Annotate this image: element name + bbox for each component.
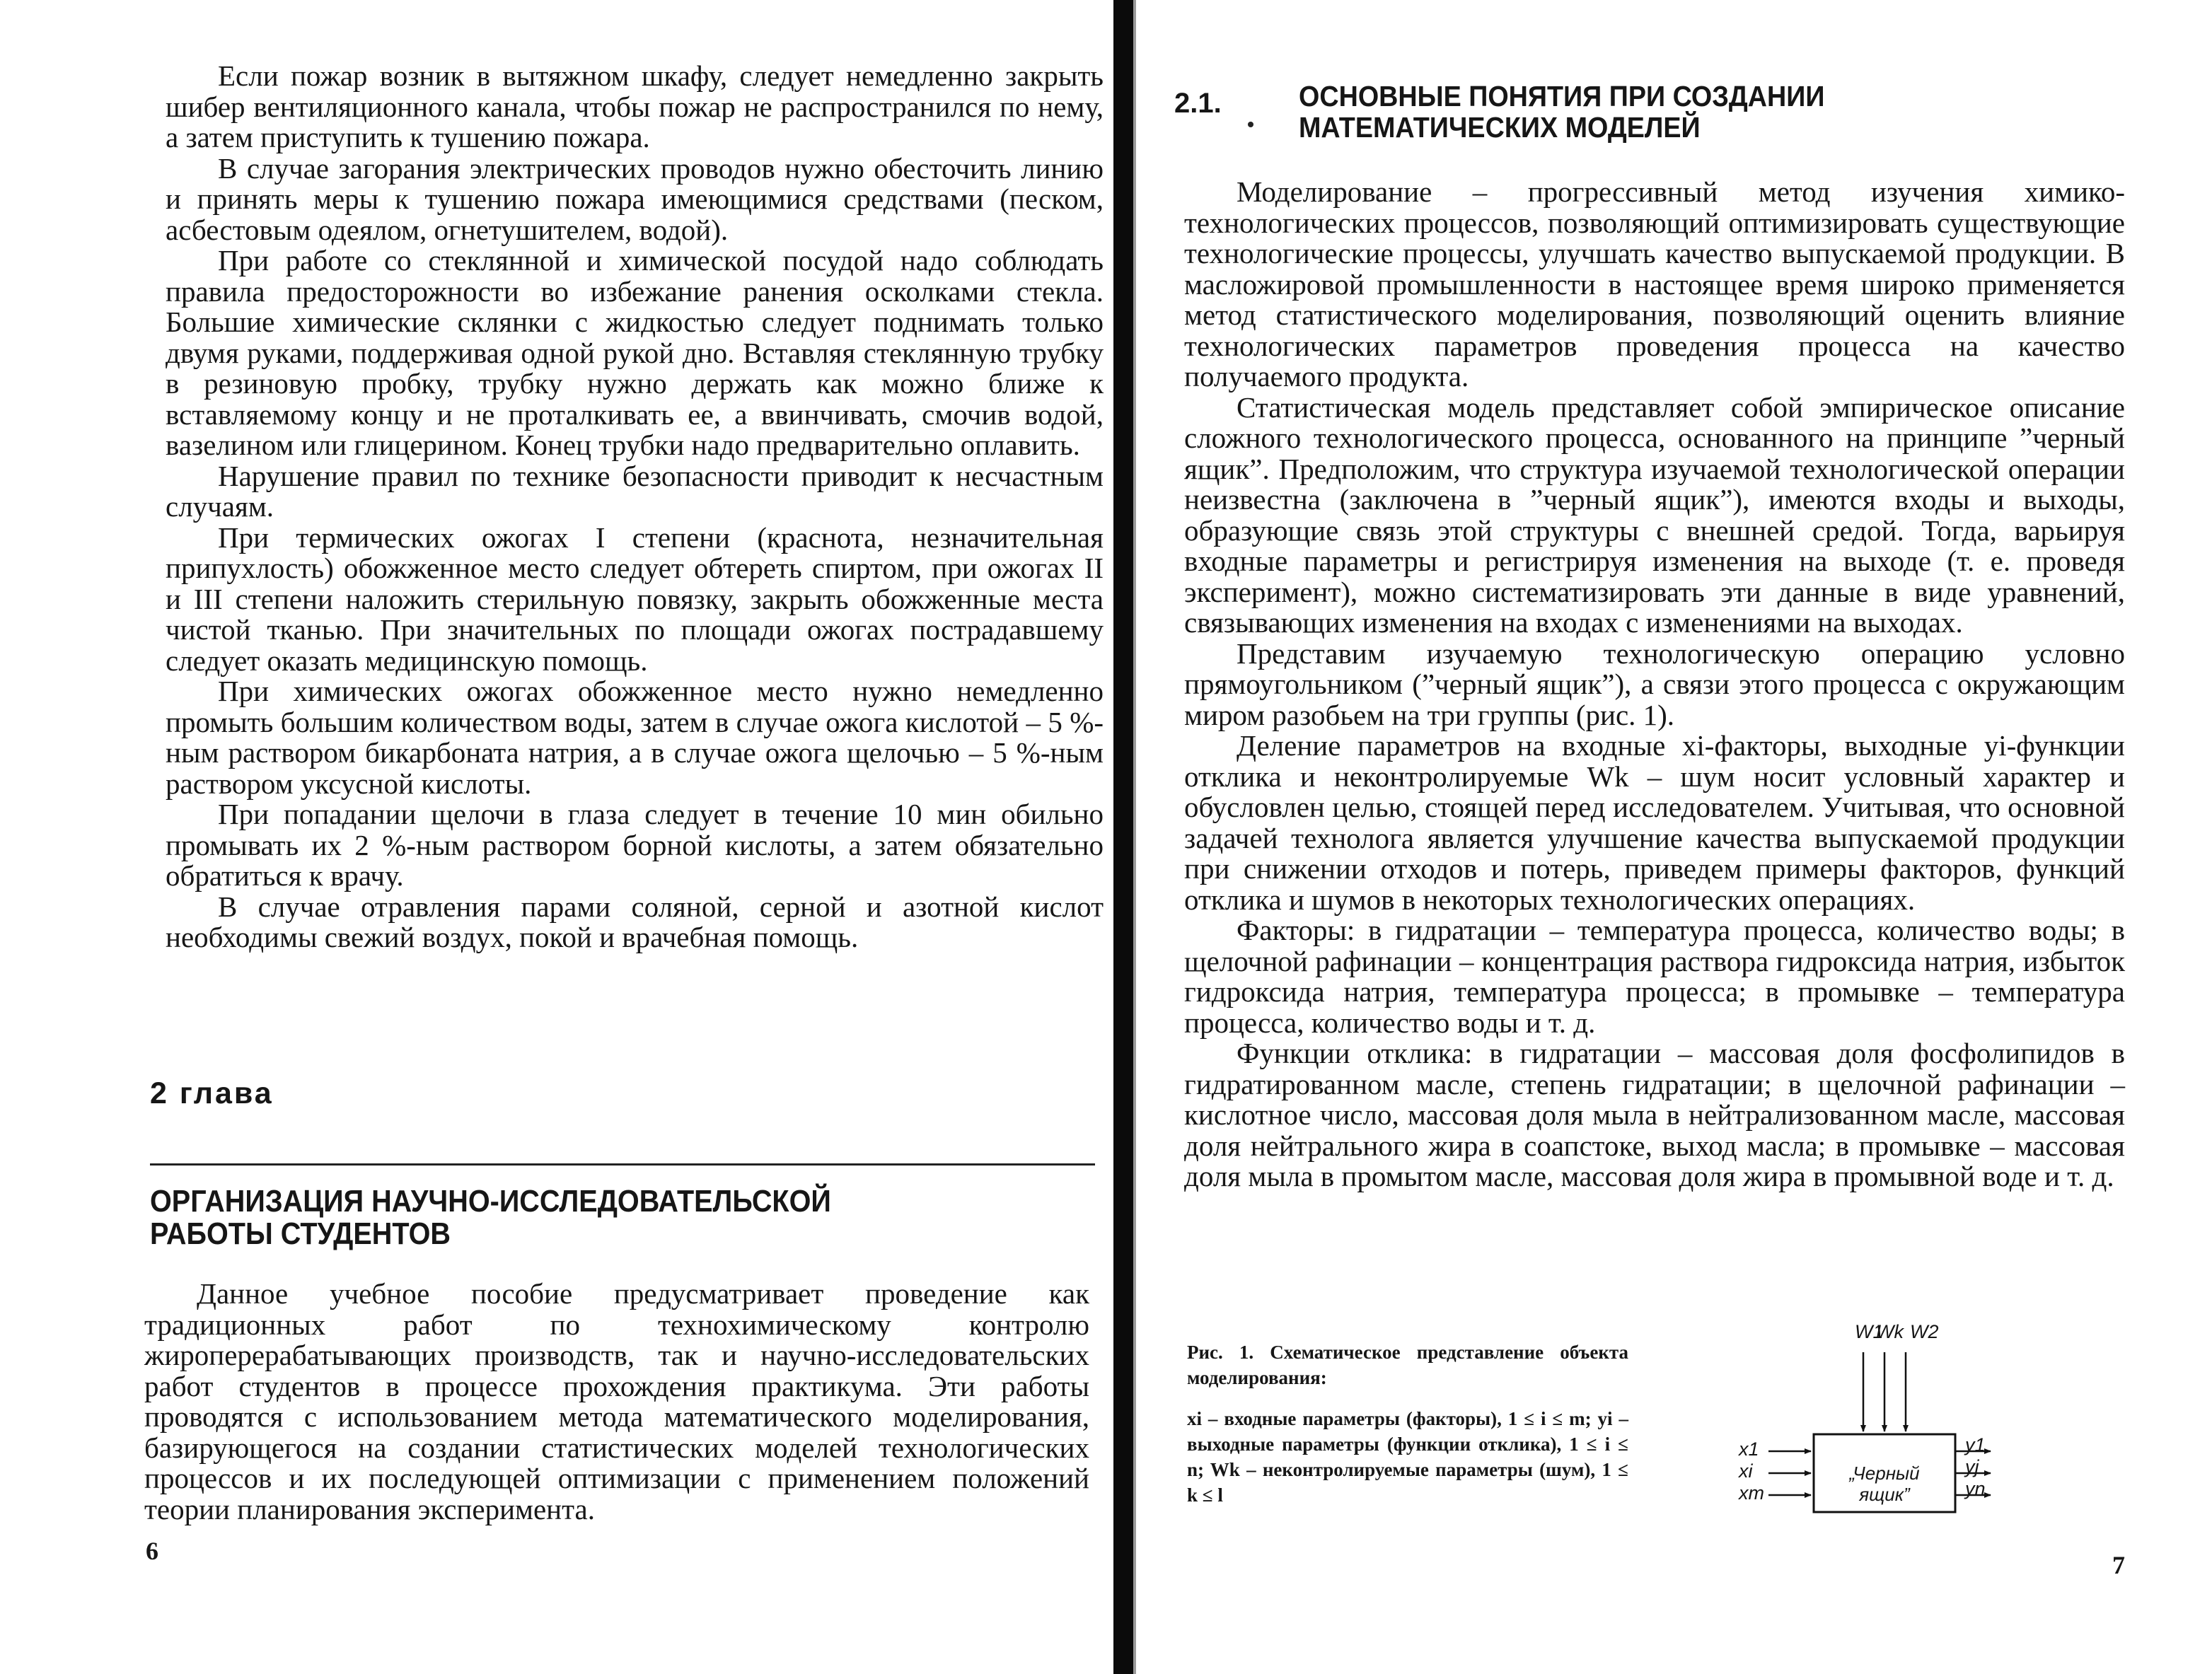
- paragraph: Факторы: в гидратации – температура процесса, количество воды; в щелочной рафинации – концентрация раствора гидроксида натрия, избыток гидроксида натрия, температура процесса; в промывке – температура процесса, количество воды и т. д.: [1184, 914, 2125, 1039]
- paragraph: При работе со стеклянной и химической посудой надо соблюдать правила предосторожности во избежание ранения осколками стекла. Большие химические склянки с жидкостью следует поднимать только двумя руками, поддерживая одной рукой дно. Вставляя стеклянную трубку в резиновую пробку, трубку нужно держать как можно ближе к вставляемому концу и не проталкивать ее, а ввинчивать, смочив водой, вазелином или глицерином. Конец трубки надо предварительно оплавить.: [166, 244, 1104, 461]
- chapter-title: ОРГАНИЗАЦИЯ НАУЧНО-ИССЛЕДОВАТЕЛЬСКОЙ РАБОТЫ СТУДЕНТОВ: [150, 1184, 831, 1251]
- paragraph: При термических ожогах I степени (краснота, незначительная припухлость) обожженное место следует обтереть спиртом, при ожогах II и III степени наложить стерильную повязку, закрыть обожженные места чистой тканью. При значительных по площади ожогах пострадавшему следует оказать медицинскую помощь.: [166, 521, 1104, 677]
- noise-label: W2: [1910, 1321, 1939, 1342]
- section-number: 2.1.: [1174, 88, 1222, 119]
- paragraph: Статистическая модель представляет собой эмпирическое описание сложного технологического процесса, основанного на принципе ”черный ящик”. Предположим, что структура изучаемой технологической операции неизвестна (заключена в ”черный ящик”), имеются входы и выходы, образующие связь этой структуры с внешней средой. Тогда, варьируя входные параметры и регистрируя изменения на выходе (т. е. проведя эксперимент), можно систематизировать эти данные в виде уравнений, связывающих изменения на входах с изменениями на выходах.: [1184, 390, 2125, 639]
- print-dot: [1248, 122, 1253, 127]
- page-number: 7: [2112, 1551, 2125, 1579]
- section-title: ОСНОВНЫЕ ПОНЯТИЯ ПРИ СОЗДАНИИ МАТЕМАТИЧЕСКИХ МОДЕЛЕЙ: [1299, 80, 1825, 144]
- right-page: [1137, 0, 2212, 1674]
- noise-label: W1: [1855, 1321, 1884, 1342]
- input-label: xi: [1739, 1460, 1753, 1482]
- modeling-text: [1184, 177, 2125, 1192]
- paragraph: При химических ожогах обожженное место нужно немедленно промыть большим количеством воды, затем в случае ожога кислотой – 5 %-ным раствором бикарбоната натрия, а в случае ожога щелочью – 5 %-ным раствором уксусной кислоты.: [166, 675, 1104, 800]
- paragraph: В случае отравления парами соляной, серной и азотной кислот необходимы свежий воздух, покой и врачебная помощь.: [166, 890, 1104, 953]
- caption-legend: xi – входные параметры (факторы), 1 ≤ i ≤ m; yi – выходные параметры (функции отклика), 1 ≤ i ≤ n; Wk – неконтролируемые параметры (шум), 1 ≤ k ≤ l: [1187, 1408, 1628, 1506]
- page-number: 6: [146, 1537, 158, 1565]
- paragraph: В случае загорания электрических проводов нужно обесточить линию и принять меры к тушению пожара имеющимися средствами (песком, асбестовым одеялом, огнетушителем, водой).: [166, 151, 1104, 246]
- chapter-intro: [144, 1279, 1089, 1525]
- chapter-label: 2 глава: [150, 1076, 274, 1110]
- noise-label: Wk: [1876, 1321, 1904, 1342]
- caption-title: Рис. 1. Схематическое представление объекта моделирования:: [1187, 1342, 1628, 1388]
- input-label: x1: [1739, 1438, 1759, 1460]
- black-box-diagram: [1736, 1317, 1998, 1543]
- figure-caption: [1187, 1339, 1628, 1508]
- output-label: y1: [1965, 1434, 1986, 1455]
- paragraph: Моделирование – прогрессивный метод изучения химико-технологических процессов, позволяющий оптимизировать существующие технологические процессы, улучшать качество выпускаемой продукции. В масложировой промышленности в настоящее время широко применяется метод статистического моделирования, позволяющий оценить влияние технологических параметров проведения процесса на качество получаемого продукта.: [1184, 175, 2125, 393]
- paragraph: Представим изучаемую технологическую операцию условно прямоугольником (”черный ящик”), а связи этого процесса с окружающим миром разобьем на три группы (рис. 1).: [1184, 637, 2125, 731]
- paragraph: Функции отклика: в гидратации – массовая доля фосфолипидов в гидратированном масле, степень гидратации; в щелочной рафинации – кислотное число, массовая доля мыла в нейтрализованном масле, массовая доля нейтрального жира в соапстоке, выход масла; в промывке – массовая доля мыла в промытом масле, массовая доля жира в промывной воде и т. д.: [1184, 1037, 2125, 1192]
- output-label: yn: [1965, 1478, 1986, 1499]
- diagram-lines: [1736, 1317, 1998, 1543]
- safety-text: [166, 61, 1104, 953]
- chapter-divider: [150, 1163, 1095, 1166]
- input-label: xm: [1739, 1482, 1764, 1504]
- spine-shadow: [1133, 0, 1136, 1674]
- paragraph: При попадании щелочи в глаза следует в течение 10 мин обильно промывать их 2 %-ным раствором борной кислоты, а затем обязательно обратиться к врачу.: [166, 798, 1104, 892]
- paragraph: Если пожар возник в вытяжном шкафу, следует немедленно закрыть шибер вентиляционного канала, чтобы пожар не распространился по нему, а затем приступить к тушению пожара.: [166, 59, 1104, 153]
- paragraph: Деление параметров на входные xi-факторы, выходные yi-функции отклика и неконтролируемые Wk – шум носит условный характер и обусловлен целью, стоящей перед исследователем. Учитывая, что основной задачей технолога является улучшение качества выпускаемой продукции при снижении отходов и потерь, приведем примеры факторов, функций отклика и шумов в некоторых технологических операциях.: [1184, 729, 2125, 916]
- paragraph: Нарушение правил по технике безопасности приводит к несчастным случаям.: [166, 459, 1104, 523]
- output-label: yj: [1965, 1456, 1979, 1477]
- black-box-label: „Черный ящик”: [1849, 1463, 1920, 1505]
- paragraph: Данное учебное пособие предусматривает проведение как традиционных работ по технохимическому контролю жироперерабатывающих производств, так и научно-исследовательских работ студентов в процессе прохождения практикума. Эти работы проводятся с использованием метода математического моделирования, базирующегося на создании статистических моделей технологических процессов и их последующей оптимизации с применением положений теории планирования эксперимента.: [144, 1277, 1089, 1525]
